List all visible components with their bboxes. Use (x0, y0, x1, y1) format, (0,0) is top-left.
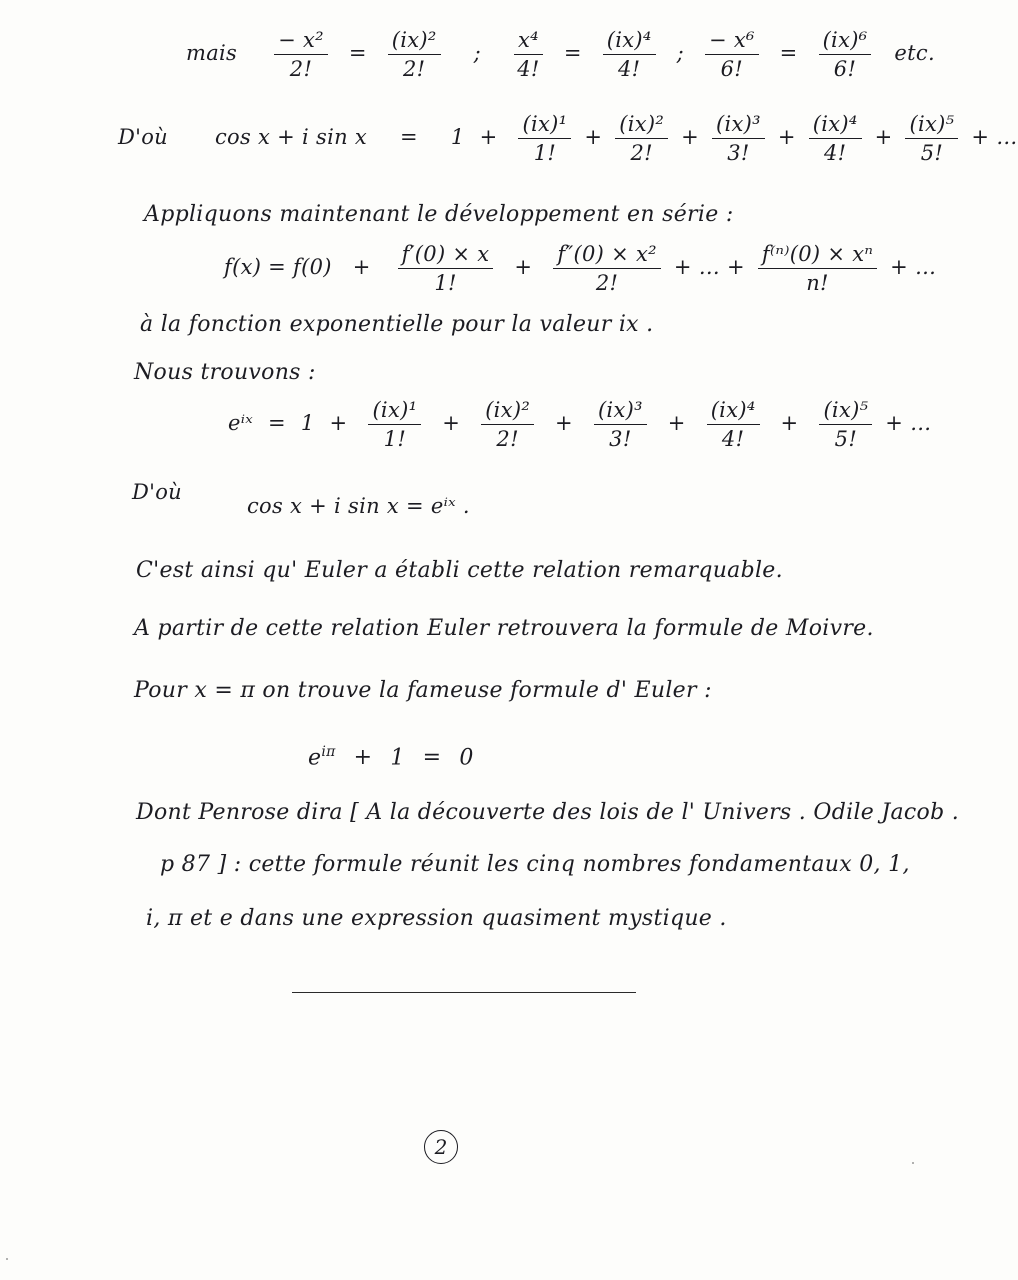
fraction: $\frac{\text{(ix)²}}{2!}$ (388, 28, 441, 81)
fraction: $\frac{\text{(ix)⁵}}{5!}$ (819, 398, 872, 451)
fraction: $\frac{\text{f″(0) × x²}}{2!}$ (553, 242, 661, 295)
fraction: $\frac{\text{(ix)⁴}}{4!}$ (707, 398, 760, 451)
fraction: $\frac{f'(0) \times x}{1!}$ (398, 242, 494, 295)
text-p87: p 87 ] : cette formule réunit les cinq nombres fondamentaux 0, 1, (160, 852, 910, 877)
text-fonction-exponentielle: à la fonction exponentielle pour la valeur ix . (140, 312, 654, 337)
page-number: 2 (424, 1130, 458, 1164)
text-pour-x-pi: Pour x = π on trouve la fameuse formule d' Euler : (134, 678, 712, 703)
fraction: $\frac{\text{x⁴}}{4!}$ (514, 28, 543, 81)
fraction: $\frac{\text{(ix)²}}{2!}$ (615, 112, 668, 165)
line-euler-relation: D'où cos x + i sin x = eⁱˣ . (132, 480, 470, 518)
line-cos-series: D'où cos x + i sin x = 1 + $\frac{\text{(ix)¹}}{1!}$ + $\frac{\text{(ix)²}}{2!}$ + $\frac{\text{(ix)³}}{3!}$ + $\frac{\text{(ix)⁴}}{4!}$ + $\frac{\text{(ix)⁵}}{5!}$ + … (118, 112, 1018, 165)
fraction: $\frac{\text{(ix)³}}{3!}$ (594, 398, 647, 451)
text-penrose: Dont Penrose dira [ A la découverte des lois de l' Univers . Odile Jacob . (136, 800, 960, 825)
text-nous-trouvons: Nous trouvons : (134, 360, 316, 385)
line-exp-series: eⁱˣ = 1 + $\frac{\text{(ix)¹}}{1!}$ + $\frac{\text{(ix)²}}{2!}$ + $\frac{\text{(ix)³}}{3!}$ + $\frac{\text{(ix)⁴}}{4!}$ + $\frac{\text{(ix)⁵}}{5!}$ + … (228, 398, 932, 451)
text-mystique: i, π et e dans une expression quasiment mystique . (146, 906, 727, 931)
fraction: $\frac{\text{(ix)⁴}}{4!}$ (603, 28, 656, 81)
fraction: $\frac{\text{− x²}}{2!}$ (274, 28, 328, 81)
fraction: $\frac{\text{(ix)³}}{3!}$ (712, 112, 765, 165)
text-moivre: A partir de cette relation Euler retrouvera la formule de Moivre. (134, 616, 874, 641)
word-mais: mais (186, 41, 238, 65)
fraction: $\frac{\text{(ix)⁵}}{5!}$ (905, 112, 958, 165)
fraction: $\frac{\text{(ix)¹}}{1!}$ (368, 398, 421, 451)
fraction: $\frac{\text{f⁽ⁿ⁾(0) × xⁿ}}{n!}$ (758, 242, 877, 295)
fraction: $\frac{\text{− x⁶}}{6!}$ (705, 28, 759, 81)
text-appliquons: Appliquons maintenant le développement en série : (144, 202, 734, 227)
fraction: $\frac{\text{(ix)²}}{2!}$ (481, 398, 534, 451)
fraction: $\frac{\text{(ix)⁴}}{4!}$ (809, 112, 862, 165)
scan-speck (912, 1162, 914, 1164)
word-etc: etc. (894, 41, 935, 65)
fraction: $\frac{\text{(ix)⁶}}{6!}$ (819, 28, 872, 81)
fraction: $\frac{\text{(ix)¹}}{1!}$ (518, 112, 571, 165)
separator-line (292, 992, 636, 993)
text-euler-etabli: C'est ainsi qu' Euler a établi cette relation remarquable. (136, 558, 783, 583)
line-mais: mais $\frac{\text{− x²}}{2!}$ = $\frac{\text{(ix)²}}{2!}$ ; $\frac{\text{x⁴}}{4!}$ = $\frac{\text{(ix)⁴}}{4!}$ ; $\frac{\text{− x⁶}}{6!}$ = $\frac{\text{(ix)⁶}}{6!}$ etc. (186, 28, 935, 81)
line-taylor-series: f(x) = f(0) + $\frac{f'(0) \times x}{1!}$ + $\frac{\text{f″(0) × x²}}{2!}$ + … + $\frac{\text{f⁽ⁿ⁾(0) × xⁿ}}{n!}$ + … (224, 242, 937, 295)
scan-speck (6, 1258, 8, 1260)
euler-identity: $e^{i\pi} + 1 = 0$ (308, 744, 474, 771)
